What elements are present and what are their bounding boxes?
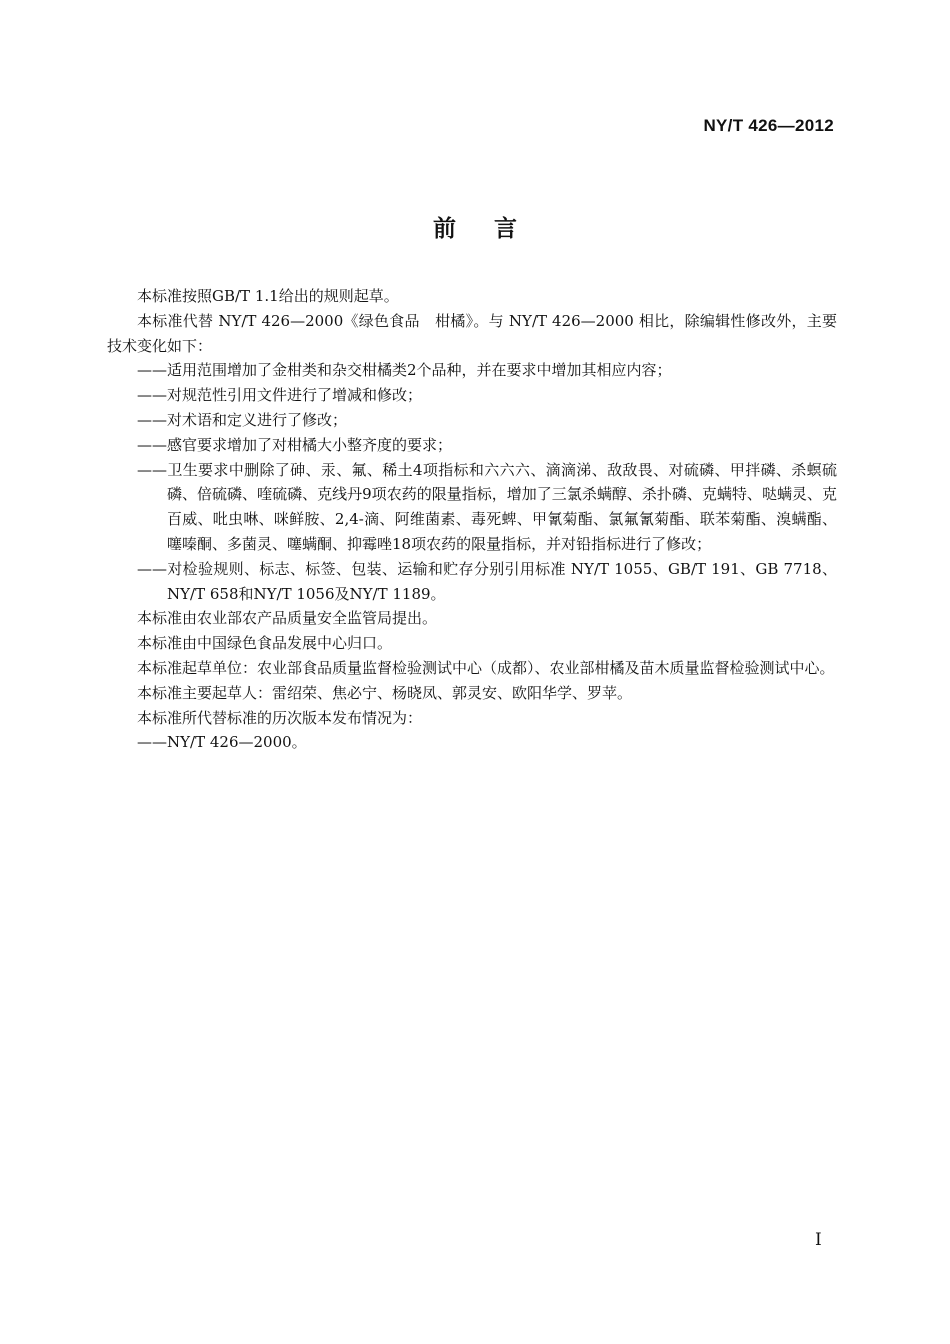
paragraph-proposer: 本标准由农业部农产品质量安全监管局提出。 (137, 609, 438, 628)
change-item: ——适用范围增加了金柑类和杂交柑橘类2个品种，并在要求中增加其相应内容； (137, 361, 672, 380)
change-item: ——卫生要求中删除了砷、汞、氟、稀土4项指标和六六六、滴滴涕、敌敌畏、对硫磷、甲拌磷、杀螟硫磷、倍硫磷、喹硫磷、克线丹9项农药的限量指标，增加了三氯杀螨醇、杀扑磷、克螨特、哒螨灵、克百威、吡虫啉、咪鲜胺、2,4-滴、阿维菌素、毒死蜱、甲氰菊酯、氯氟氰菊酯、联苯菊酯、溴螨酯、噻嗪酮、多菌灵、噻螨酮、抑霉唑18项农药的限量指标，并对铅指标进行了修改； (137, 460, 837, 553)
paragraph-replacement: 本标准代替 NY/T 426—2000《绿色食品 柑橘》。与 NY/T 426—2000 相比，除编辑性修改外，主要技术变化如下： (107, 311, 837, 355)
paragraph-history-intro: 本标准所代替标准的历次版本发布情况为： (137, 708, 423, 727)
history-item: ——NY/T 426—2000。 (137, 733, 307, 752)
page-title: 前言 (433, 216, 555, 242)
change-item: ——感官要求增加了对柑橘大小整齐度的要求； (137, 435, 453, 454)
document-body (107, 284, 837, 755)
paragraph-drafting-rule: 本标准按照GB/T 1.1给出的规则起草。 (137, 287, 399, 305)
page-number: I (815, 1230, 822, 1250)
paragraph-drafters: 本标准主要起草人：雷绍荣、焦必宁、杨晓凤、郭灵安、欧阳华学、罗苹。 (137, 683, 633, 702)
change-item: ——对检验规则、标志、标签、包装、运输和贮存分别引用标准 NY/T 1055、GB/T 191、GB 7718、NY/T 658和NY/T 1056及NY/T 1189。 (137, 559, 837, 603)
standard-code: NY/T 426—2012 (703, 116, 834, 135)
change-item: ——对术语和定义进行了修改； (137, 410, 348, 429)
paragraph-drafting-units: 本标准起草单位：农业部食品质量监督检验测试中心（成都）、农业部柑橘及苗木质量监督检验测试中心。 (137, 658, 835, 677)
change-item: ——对规范性引用文件进行了增减和修改； (137, 386, 423, 405)
paragraph-centralized: 本标准由中国绿色食品发展中心归口。 (137, 634, 393, 653)
